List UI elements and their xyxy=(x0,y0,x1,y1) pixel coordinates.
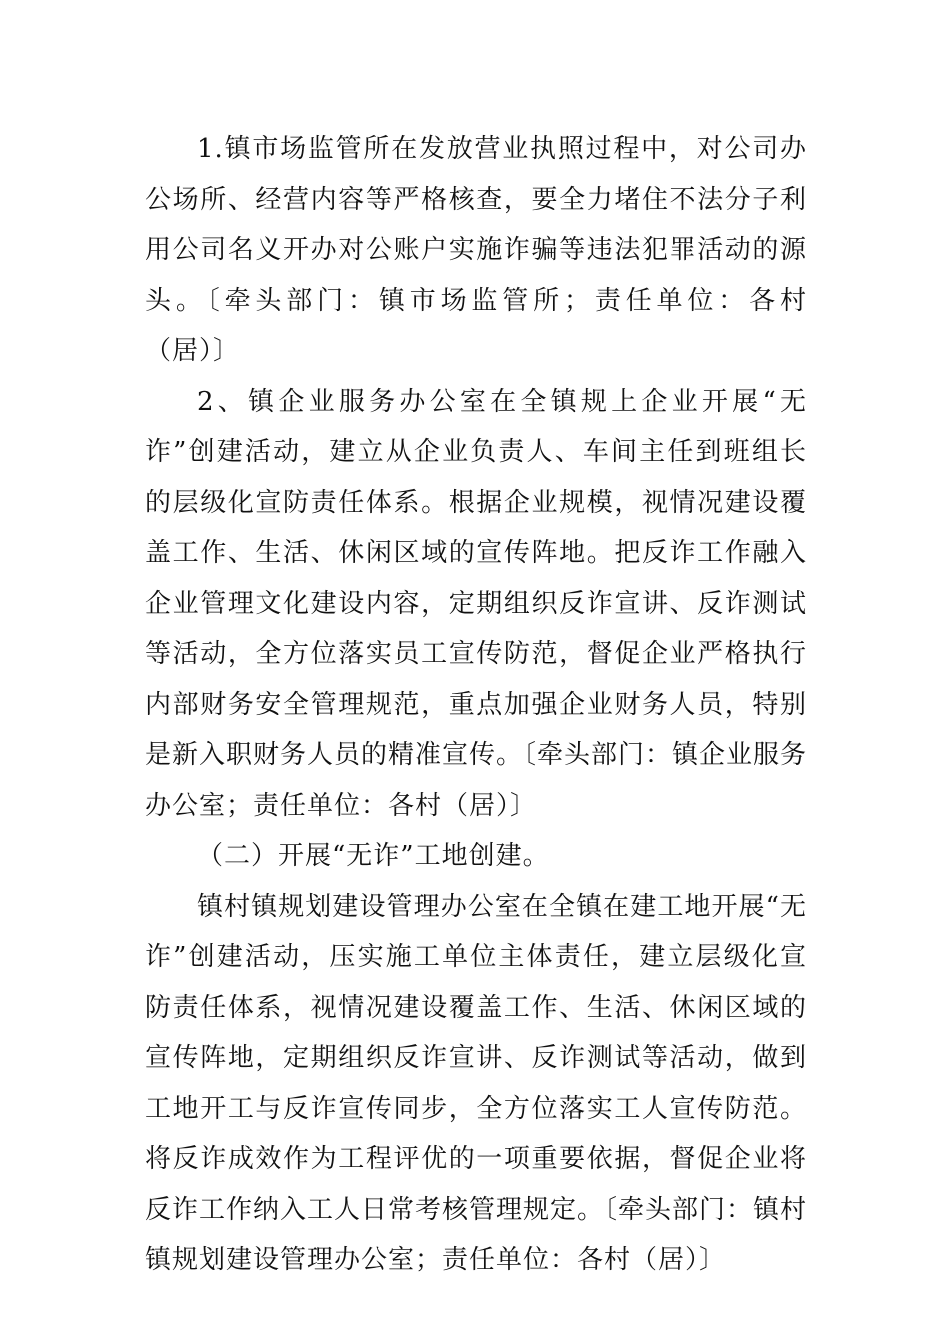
paragraph-construction-site: 镇村镇规划建设管理办公室在全镇在建工地开展“无诈”创建活动，压实施工单位主体责任，建立层级化宣防责任体系，视情况建设覆盖工作、生活、休闲区域的宣传阵地，定期组织反诈宣讲、反诈测试等活动，做到工地开工与反诈宣传同步，全方位落实工人宣传防范。将反诈成效作为工程评优的一项重要依据，督促企业将反诈工作纳入工人日常考核管理规定。〔牵头部门：镇村镇规划建设管理办公室；责任单位：各村（居）〕 xyxy=(145,891,808,1275)
paragraph-enterprise-service: 2、镇企业服务办公室在全镇规上企业开展“无诈”创建活动，建立从企业负责人、车间主任到班组长的层级化宣防责任体系。根据企业规模，视情况建设覆盖工作、生活、休闲区域的宣传阵地。把反诈工作融入企业管理文化建设内容，定期组织反诈宣讲、反诈测试等活动，全方位落实员工宣传防范，督促企业严格执行内部财务安全管理规范，重点加强企业财务人员，特别是新入职财务人员的精准宣传。〔牵头部门：镇企业服务办公室；责任单位：各村（居）〕 xyxy=(145,386,808,821)
paragraph-market-supervision: 1.镇市场监管所在发放营业执照过程中，对公司办公场所、经营内容等严格核查，要全力堵住不法分子利用公司名义开办对公账户实施诈骗等违法犯罪活动的源头。〔牵头部门：镇市场监管所；责任单位：各村（居）〕 xyxy=(145,134,807,366)
document-body xyxy=(145,124,807,1286)
section-heading-construction-site: （二）开展“无诈”工地创建。 xyxy=(197,841,550,871)
